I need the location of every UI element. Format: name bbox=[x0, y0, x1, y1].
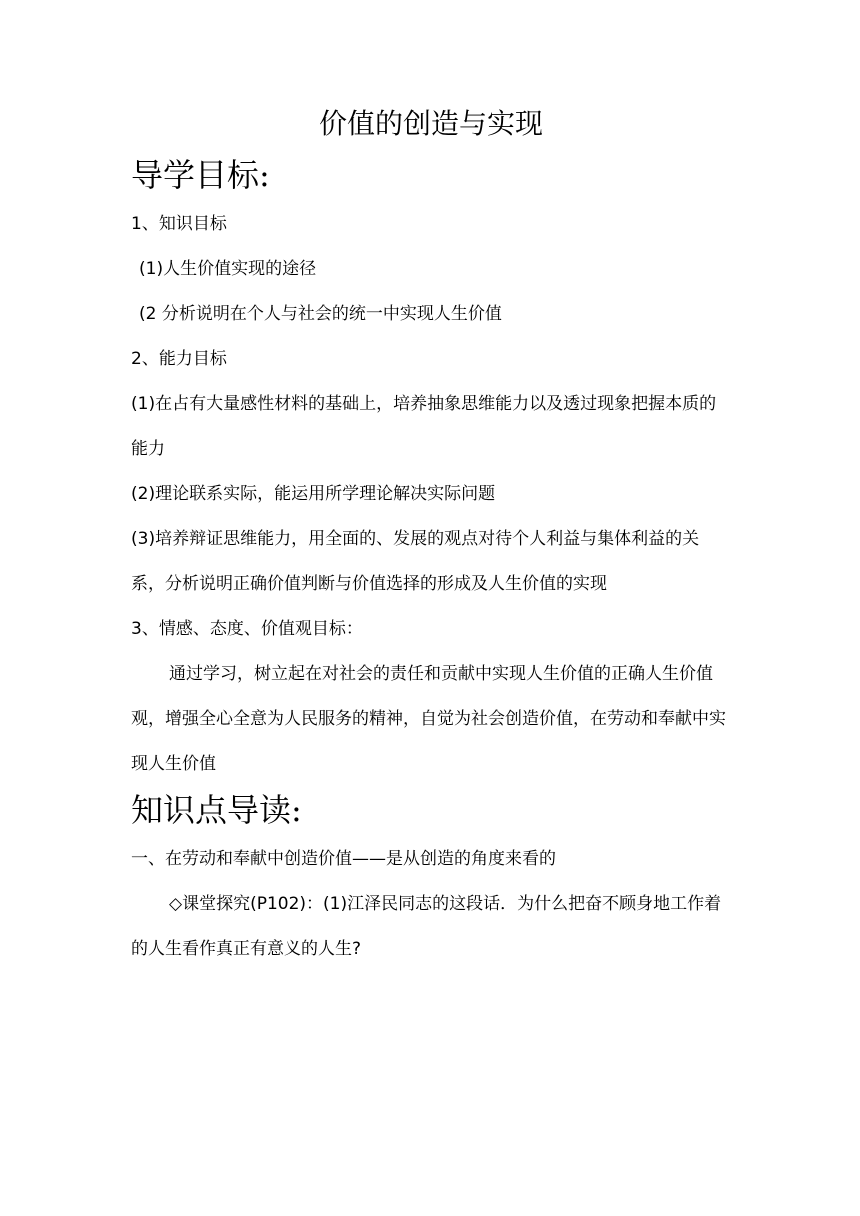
goal-ability-title: 2、能力目标 bbox=[131, 349, 227, 369]
goal-knowledge-item-2: (2 分析说明在个人与社会的统一中实现人生价值 bbox=[139, 304, 502, 324]
goal-knowledge-title: 1、知识目标 bbox=[131, 214, 227, 234]
goal-emotion-text: 通过学习，树立起在对社会的责任和贡献中实现人生价值的正确人生价值观，增强全心全意为人民服务的精神，自觉为社会创造价值，在劳动和奉献中实现人生价值 bbox=[131, 664, 726, 774]
goal-ability-item-2: (2)理论联系实际，能运用所学理论解决实际问题 bbox=[131, 484, 496, 504]
goal-ability-item-1: (1)在占有大量感性材料的基础上，培养抽象思维能力以及透过现象把握本质的能力 bbox=[131, 394, 717, 459]
class-inquiry-question: ◇课堂探究(P102)：(1)江泽民同志的这段话．为什么把奋不顾身地工作着的人生看作真正有意义的人生? bbox=[131, 894, 722, 959]
knowledge-point-1: 一、在劳动和奉献中创造价值——是从创造的角度来看的 bbox=[131, 849, 556, 869]
document-content bbox=[131, 104, 731, 972]
section-heading-learning-goals: 导学目标: bbox=[131, 156, 270, 194]
goal-knowledge-item-1: (1)人生价值实现的途径 bbox=[139, 259, 317, 279]
section-heading-knowledge-guide: 知识点导读: bbox=[131, 791, 302, 829]
goal-ability-item-3: (3)培养辩证思维能力，用全面的、发展的观点对待个人利益与集体利益的关系，分析说明正确价值判断与价值选择的形成及人生价值的实现 bbox=[131, 529, 700, 594]
document-title: 价值的创造与实现 bbox=[318, 107, 543, 140]
goal-emotion-title: 3、情感、态度、价值观目标： bbox=[131, 619, 363, 639]
